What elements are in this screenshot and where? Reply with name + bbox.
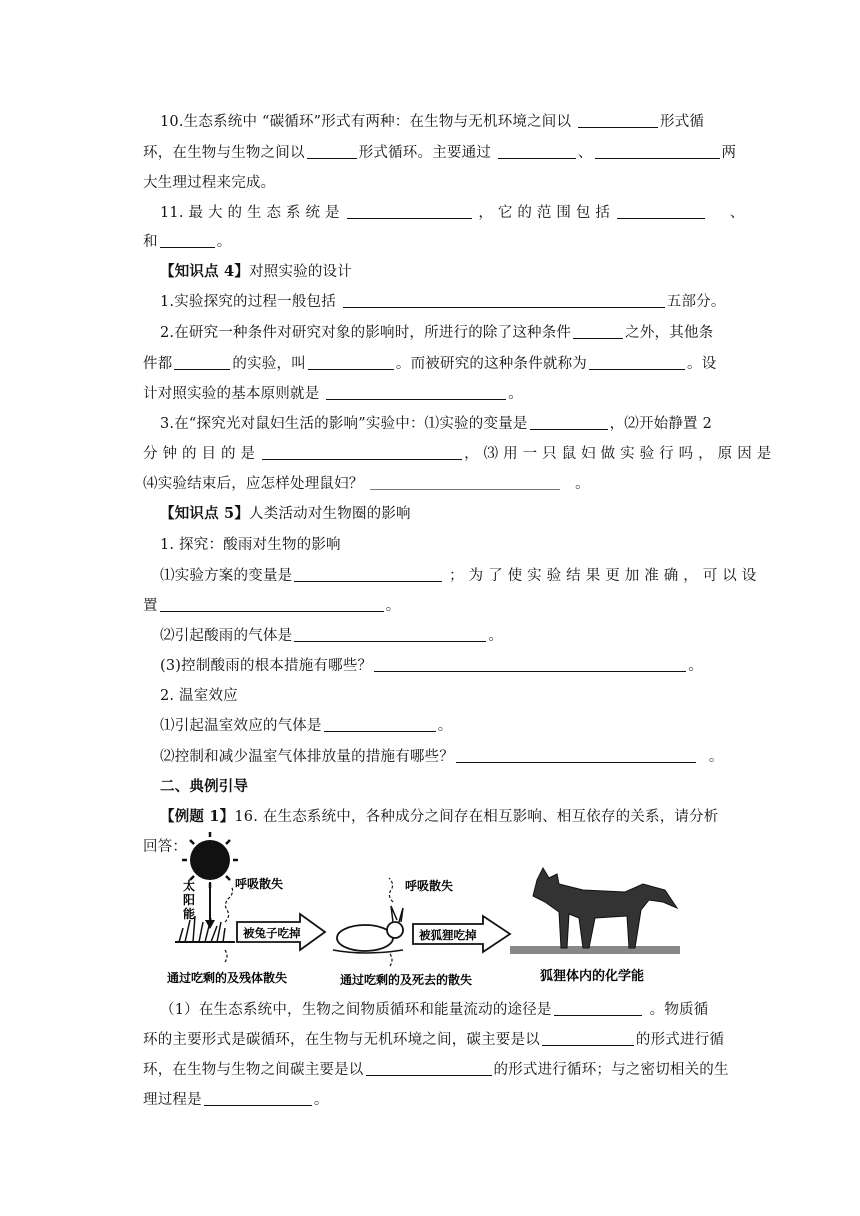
rabbit-icon [333, 906, 403, 953]
dissipation-squiggle [225, 950, 227, 962]
q11-text: 。 [216, 234, 232, 250]
answer-blank[interactable] [204, 1091, 312, 1106]
q10-text: 形式循 [660, 114, 705, 130]
kp5-a1 [160, 566, 757, 586]
kp5-text: ⑴引起温室效应的气体是 [160, 718, 322, 734]
energy-flow-figure [165, 832, 690, 992]
example-text: 回答： [143, 839, 188, 855]
q10-line-1 [160, 112, 750, 132]
sun-label: 阳 [183, 893, 196, 907]
sun-label: 太 [183, 879, 196, 893]
q10-line-2 [143, 143, 737, 163]
q1-text: （1）在生态系统中，生物之间物质循环和能量流动的途径是 [160, 1002, 552, 1018]
q11-text: ， 它 的 范 围 包 括 [478, 205, 611, 221]
kp4-text: ，⑵开始静置 2 [609, 416, 712, 432]
answer-blank[interactable] [595, 144, 720, 159]
answer-blank[interactable] [554, 1001, 642, 1016]
kp5-text: ⑵引起酸雨的气体是 [160, 628, 293, 644]
kp5-text: ⑴实验方案的变量是 [160, 568, 293, 584]
kp4-item-2-cont2 [143, 384, 733, 404]
kp5-text: 。 [385, 598, 401, 614]
kp5-sub-1 [160, 535, 750, 555]
kp5-text: ⑵控制和减少温室气体排放量的措施有哪些？ [160, 749, 454, 765]
answer-blank[interactable] [160, 597, 384, 612]
kp4-text: 件都 [143, 356, 173, 372]
q11-text: 和 [143, 234, 158, 250]
kp4-item-1 [160, 292, 750, 312]
answer-blank[interactable] [160, 233, 215, 248]
kp-label: 【知识点 5】 [160, 505, 250, 522]
answer-blank[interactable] [578, 113, 658, 128]
q10-line-3 [143, 173, 733, 193]
kp4-text: 2.在研究一种条件对研究对象的影响时，所进行的除了这种条件 [160, 325, 572, 341]
q10-text: 两 [721, 145, 737, 161]
kp5-text: 。 [688, 658, 703, 674]
kp4-text: 之外，其他条 [625, 325, 714, 341]
kp4-text: 。 [575, 476, 590, 492]
kp4-text: ， ⑶ 用 一 只 鼠 妇 做 实 验 行 吗 ， 原 因 是 [464, 446, 772, 462]
example-label: 【例题 1】 [160, 808, 235, 825]
answer-blank[interactable] [370, 475, 560, 490]
q10-text: 环，在生物与生物之间以 [143, 145, 305, 161]
q10-text: 、 [577, 145, 593, 161]
kp4-item-2-cont [143, 354, 733, 374]
kp4-item-3 [160, 414, 750, 434]
section-heading: 二、典例引导 [160, 778, 249, 795]
answer-blank[interactable] [262, 445, 462, 460]
answer-blank[interactable] [617, 204, 705, 219]
answer-blank[interactable] [347, 204, 472, 219]
kp5-b2 [160, 747, 750, 767]
dissipation-squiggle [225, 886, 233, 922]
kp4-text: 。设 [687, 356, 717, 372]
q1-text: 。 [313, 1092, 329, 1108]
q11-text: 11. 最 大 的 生 态 系 统 是 [160, 205, 340, 221]
q10-text: 大生理过程来完成。 [143, 175, 276, 191]
caption: 狐狸体内的化学能 [540, 969, 645, 984]
fox-icon [510, 868, 680, 954]
arrow-label: 被兔子吃掉 [243, 926, 301, 940]
kp5-text: 。 [488, 628, 504, 644]
kp5-a1-cont [143, 596, 733, 616]
kp5-text: 置 [143, 598, 158, 614]
answer-blank[interactable] [456, 748, 696, 763]
kp5-text: ； 为 了 使 实 验 结 果 更 加 准 确 ， 可 以 设 [449, 568, 757, 584]
answer-blank[interactable] [308, 355, 394, 370]
example-text: 16. 在生态系统中，各种成分之间存在相互影响、相互依存的关系，请分析 [234, 809, 719, 825]
kp4-text: 分 钟 的 目 的 是 [143, 446, 256, 462]
q1-text: 。物质循 [649, 1002, 709, 1018]
answer-blank[interactable] [324, 717, 436, 732]
example-1-line-1 [160, 807, 750, 827]
answer-blank[interactable] [174, 355, 230, 370]
dissipation-squiggle [389, 878, 393, 902]
answer-blank[interactable] [294, 567, 442, 582]
kp4-text: ⑷实验结束后，应怎样处理鼠妇？ [143, 476, 364, 492]
answer-blank[interactable] [542, 1031, 634, 1046]
knowledge-point-4-heading [160, 262, 750, 282]
sun-label: 能 [183, 907, 196, 921]
kp5-sub-2 [160, 686, 750, 706]
kp5-text: 。 [437, 718, 453, 734]
q10-text: 形式循环。主要通过 [358, 145, 492, 161]
kp5-a3 [160, 656, 750, 676]
caption: 通过吃剩的及死去的散失 [340, 973, 473, 987]
kp-label: 【知识点 4】 [160, 263, 250, 280]
q1-text: 理过程是 [143, 1092, 202, 1108]
respiration-label: 呼吸散失 [235, 877, 284, 891]
q11-line-1 [160, 203, 750, 223]
q1-line-1 [160, 1000, 750, 1020]
answer-blank[interactable] [343, 293, 665, 308]
q1-text: 的形式进行循环；与之密切相关的生 [493, 1062, 729, 1078]
q1-line-4 [143, 1090, 733, 1110]
kp4-text: 五部分。 [666, 294, 726, 310]
q11-line-2 [143, 232, 733, 252]
respiration-label: 呼吸散失 [405, 879, 454, 893]
answer-blank[interactable] [573, 324, 623, 339]
dissipation-squiggle [390, 954, 392, 966]
kp4-text: 计对照实验的基本原则就是 [143, 386, 320, 402]
answer-blank[interactable] [366, 1061, 492, 1076]
q1-text: 的形式进行循 [635, 1032, 725, 1048]
kp-title: 对照实验的设计 [249, 264, 352, 280]
kp4-text: 。而被研究的这种条件就称为 [395, 356, 588, 372]
caption: 通过吃剩的及残体散失 [167, 971, 288, 985]
answer-blank[interactable] [498, 144, 576, 159]
kp4-text: 1.实验探究的过程一般包括 [160, 294, 336, 310]
kp4-item-3-cont [143, 444, 772, 464]
q1-text: 环的主要形式是碳循环，在生物与无机环境之间，碳主要是以 [143, 1032, 540, 1048]
kp4-item-2 [160, 323, 750, 343]
kp4-text: 3.在“探究光对鼠妇生活的影响”实验中：⑴实验的变量是 [160, 416, 528, 432]
q1-text: 环，在生物与生物之间碳主要是以 [143, 1062, 364, 1078]
knowledge-point-5-heading [160, 504, 750, 524]
answer-blank[interactable] [294, 627, 486, 642]
arrow-label: 被狐狸吃掉 [419, 928, 477, 942]
answer-blank[interactable] [374, 657, 686, 672]
answer-blank[interactable] [589, 355, 685, 370]
kp5-a2 [160, 626, 750, 646]
q10-text: 10.生态系统中 “碳循环”形式有两种：在生物与无机环境之间以 [160, 114, 572, 130]
answer-blank[interactable] [530, 415, 608, 430]
kp5-text: 2. 温室效应 [160, 688, 238, 704]
kp4-text: 的实验，叫 [232, 356, 306, 372]
q11-text: 、 [729, 205, 745, 221]
kp-title: 人类活动对生物圈的影响 [249, 506, 411, 522]
kp5-text: 1. 探究：酸雨对生物的影响 [160, 537, 341, 553]
kp4-item-3-cont2 [143, 474, 733, 494]
answer-blank[interactable] [307, 144, 357, 159]
q1-line-2 [143, 1030, 733, 1050]
kp5-text: (3)控制酸雨的根本措施有哪些？ [160, 658, 373, 674]
answer-blank[interactable] [326, 385, 506, 400]
kp5-text: 。 [708, 749, 724, 765]
kp5-b1 [160, 716, 750, 736]
kp4-text: 。 [508, 386, 523, 402]
q1-line-3 [143, 1060, 733, 1080]
